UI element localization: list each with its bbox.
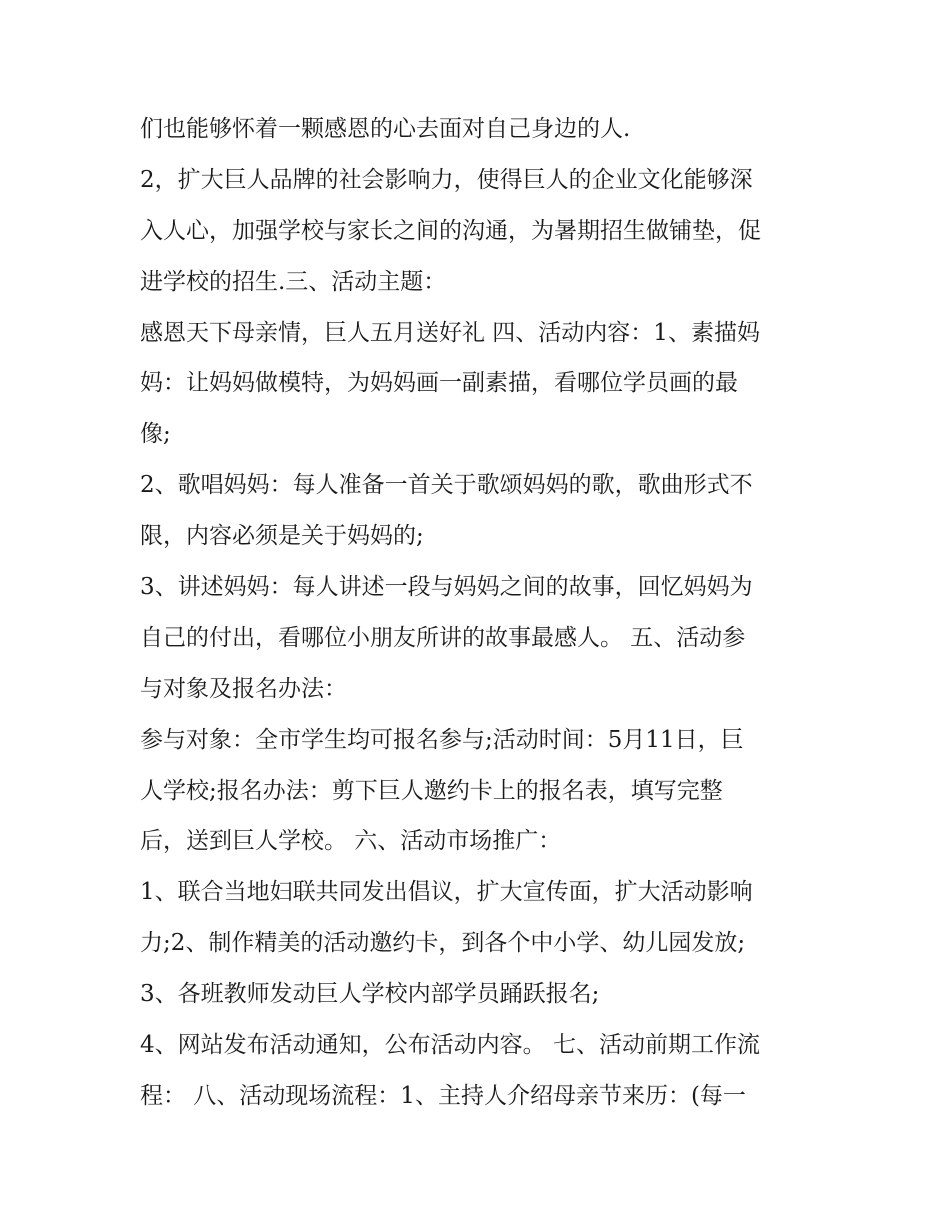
text-line: 2、歌唱妈妈：每人准备一首关于歌颂妈妈的歌，歌曲形式不 [140, 472, 753, 499]
text-line: 像; [140, 421, 171, 448]
text-line: 限，内容必须是关于妈妈的; [140, 523, 424, 550]
text-line: 后，送到巨人学校。 六、活动市场推广： [140, 828, 562, 855]
text-line: 与对象及报名办法： [140, 675, 347, 702]
text-line: 1、联合当地妇联共同发出倡议，扩大宣传面，扩大活动影响 [140, 879, 753, 906]
text-line: 人学校;报名办法：剪下巨人邀约卡上的报名表，填写完整 [140, 777, 723, 804]
text-line: 入人心，加强学校与家长之间的沟通，为暑期招生做铺垫，促 [140, 217, 761, 244]
document-body [140, 104, 820, 1122]
text-line: 4、网站发布活动通知，公布活动内容。 七、活动前期工作流 [140, 1032, 760, 1059]
text-line: 力;2、制作精美的活动邀约卡，到各个中小学、幼儿园发放; [140, 930, 746, 957]
text-line: 参与对象：全市学生均可报名参与;活动时间：5月11日，巨 [140, 726, 744, 753]
text-line: 进学校的招生.三、活动主题： [140, 268, 447, 295]
text-line: 3、讲述妈妈：每人讲述一段与妈妈之间的故事，回忆妈妈为 [140, 574, 753, 601]
text-line: 自己的付出，看哪位小朋友所讲的故事最感人。 五、活动参 [140, 624, 746, 651]
text-line: 程： 八、活动现场流程：1、主持人介绍母亲节来历：(每一 [140, 1082, 746, 1109]
text-line: 妈：让妈妈做模特，为妈妈画一副素描，看哪位学员画的最 [140, 370, 738, 397]
text-line: 感恩天下母亲情，巨人五月送好礼 四、活动内容：1、素描妈 [140, 319, 760, 346]
text-line: 3、各班教师发动巨人学校内部学员踊跃报名; [140, 981, 600, 1008]
text-line: 2，扩大巨人品牌的社会影响力，使得巨人的企业文化能够深 [140, 166, 753, 193]
text-line: 们也能够怀着一颗感恩的心去面对自己身边的人. [140, 116, 631, 142]
